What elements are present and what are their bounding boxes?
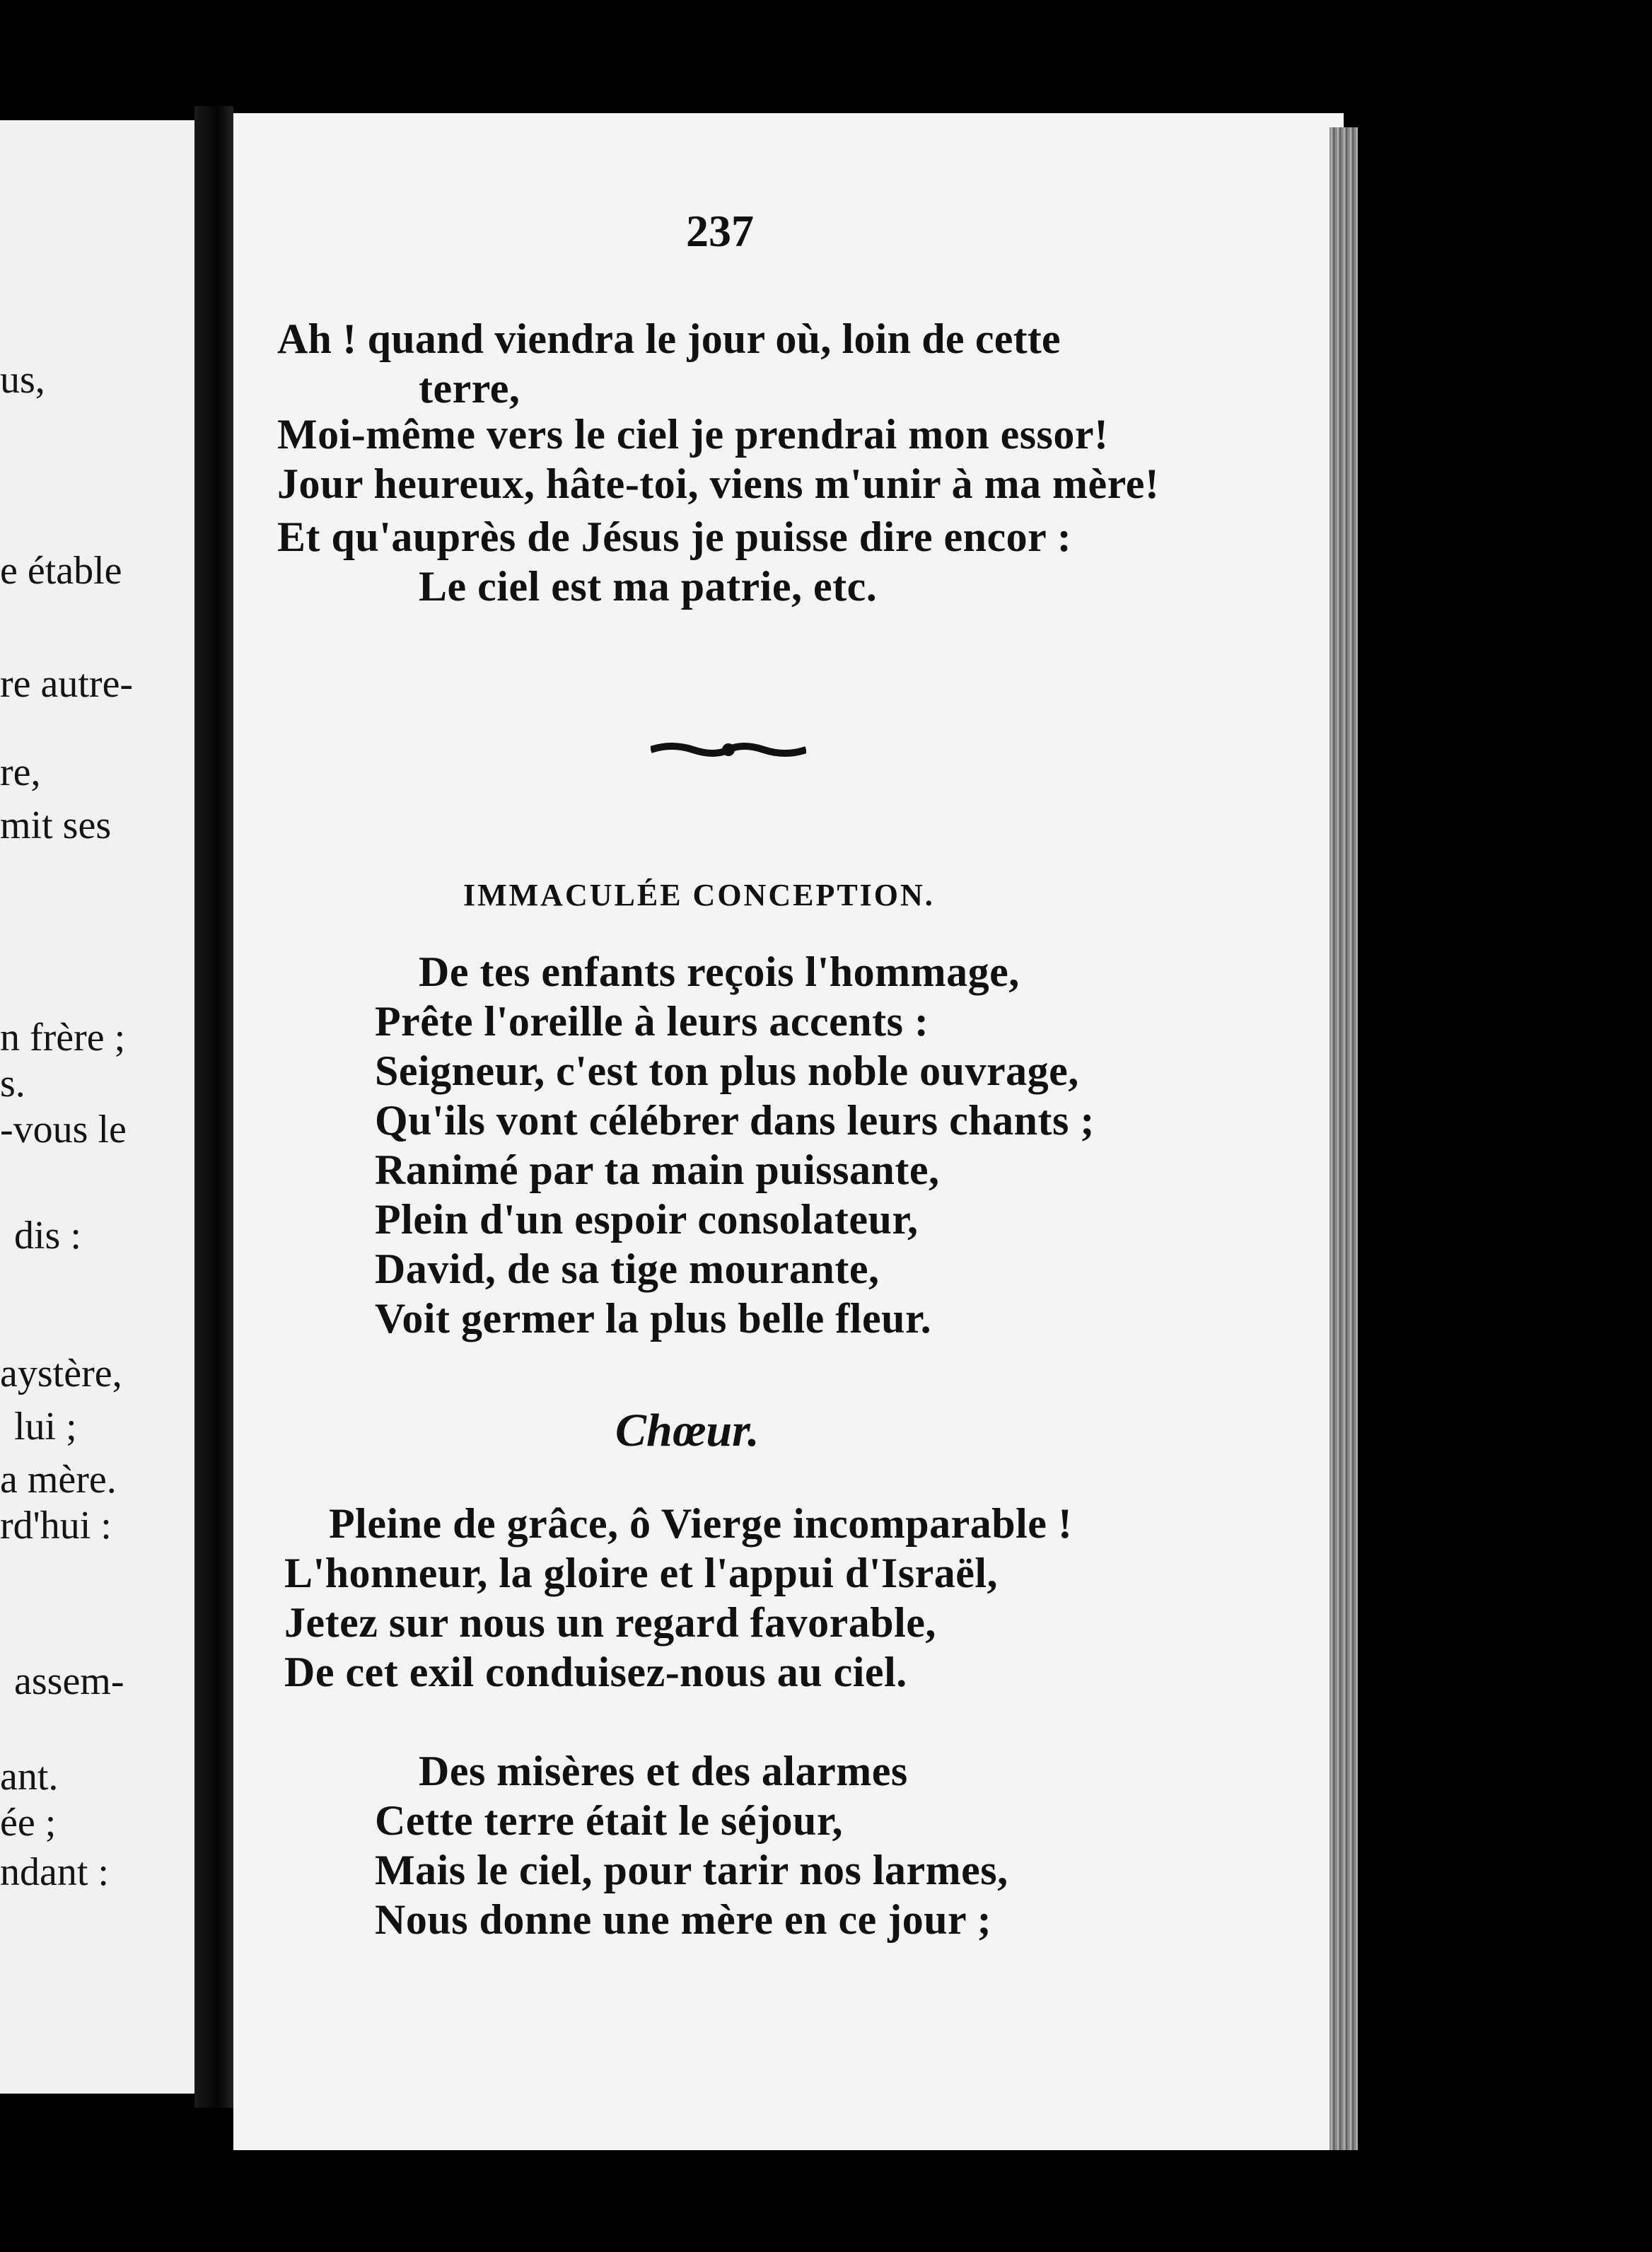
- verse-line: De cet exil conduisez-nous au ciel.: [284, 1649, 907, 1695]
- verse-line: Cette terre était le séjour,: [375, 1797, 843, 1844]
- previous-page-line: -vous le: [0, 1108, 127, 1151]
- previous-page-line: re autre-: [0, 662, 134, 706]
- verse-line: Plein d'un espoir consolateur,: [375, 1196, 919, 1243]
- verse-line: Nous donne une mère en ce jour ;: [375, 1896, 992, 1943]
- verse-line: Moi-même vers le ciel je prendrai mon essor!: [277, 411, 1109, 458]
- hymn-title: IMMACULÉE CONCEPTION.: [463, 878, 935, 912]
- page-edge-stack: [1330, 127, 1358, 2150]
- previous-page-line: lui ;: [14, 1405, 77, 1449]
- previous-page-line: dis :: [14, 1214, 81, 1258]
- previous-page-fragment: [0, 120, 194, 2094]
- previous-page-line: s.: [0, 1062, 25, 1105]
- verse-line: Prête l'oreille à leurs accents :: [375, 998, 929, 1045]
- previous-page-line: aystère,: [0, 1352, 122, 1395]
- previous-page-line: ée ;: [0, 1801, 57, 1845]
- verse-line: Qu'ils vont célébrer dans leurs chants ;: [375, 1097, 1095, 1144]
- previous-page-line: a mère.: [0, 1458, 117, 1502]
- previous-page-line: mit ses: [0, 803, 112, 847]
- verse-line: Voit germer la plus belle fleur.: [375, 1295, 932, 1342]
- verse-line: Et qu'auprès de Jésus je puisse dire encor :: [277, 513, 1072, 560]
- previous-page-line: us,: [0, 358, 45, 402]
- verse-line: Des misères et des alarmes: [419, 1748, 908, 1794]
- previous-page-line: n frère ;: [0, 1016, 126, 1060]
- verse-line: Ranimé par ta main puissante,: [375, 1147, 940, 1193]
- previous-page-line: e étable: [0, 549, 122, 593]
- verse-line: De tes enfants reçois l'hommage,: [419, 948, 1020, 995]
- verse-line: Seigneur, c'est ton plus noble ouvrage,: [375, 1047, 1079, 1094]
- chorus-label: Chœur.: [615, 1405, 760, 1456]
- verse-line: L'honneur, la gloire et l'appui d'Israël,: [284, 1550, 999, 1596]
- previous-page-line: ant.: [0, 1755, 59, 1799]
- previous-page-line: rd'hui :: [0, 1504, 112, 1548]
- page-number: 237: [686, 206, 754, 256]
- verse-line: Ah ! quand viendra le jour où, loin de cette: [277, 315, 1061, 362]
- verse-line: David, de sa tige mourante,: [375, 1246, 880, 1292]
- refrain-reference: Le ciel est ma patrie, etc.: [419, 563, 878, 610]
- previous-page-line: assem-: [14, 1659, 124, 1703]
- page-237: [233, 113, 1344, 2150]
- verse-line: Jour heureux, hâte-toi, viens m'unir à ma mère!: [277, 460, 1160, 507]
- ornament-divider: [651, 739, 806, 760]
- verse-line: Mais le ciel, pour tarir nos larmes,: [375, 1847, 1008, 1893]
- previous-page-line: ndant :: [0, 1850, 109, 1894]
- verse-line: Pleine de grâce, ô Vierge incomparable !: [329, 1500, 1073, 1547]
- verse-line: Jetez sur nous un regard favorable,: [284, 1599, 936, 1646]
- book-gutter: [194, 106, 233, 2108]
- previous-page-line: re,: [0, 750, 41, 794]
- verse-line: terre,: [419, 365, 520, 412]
